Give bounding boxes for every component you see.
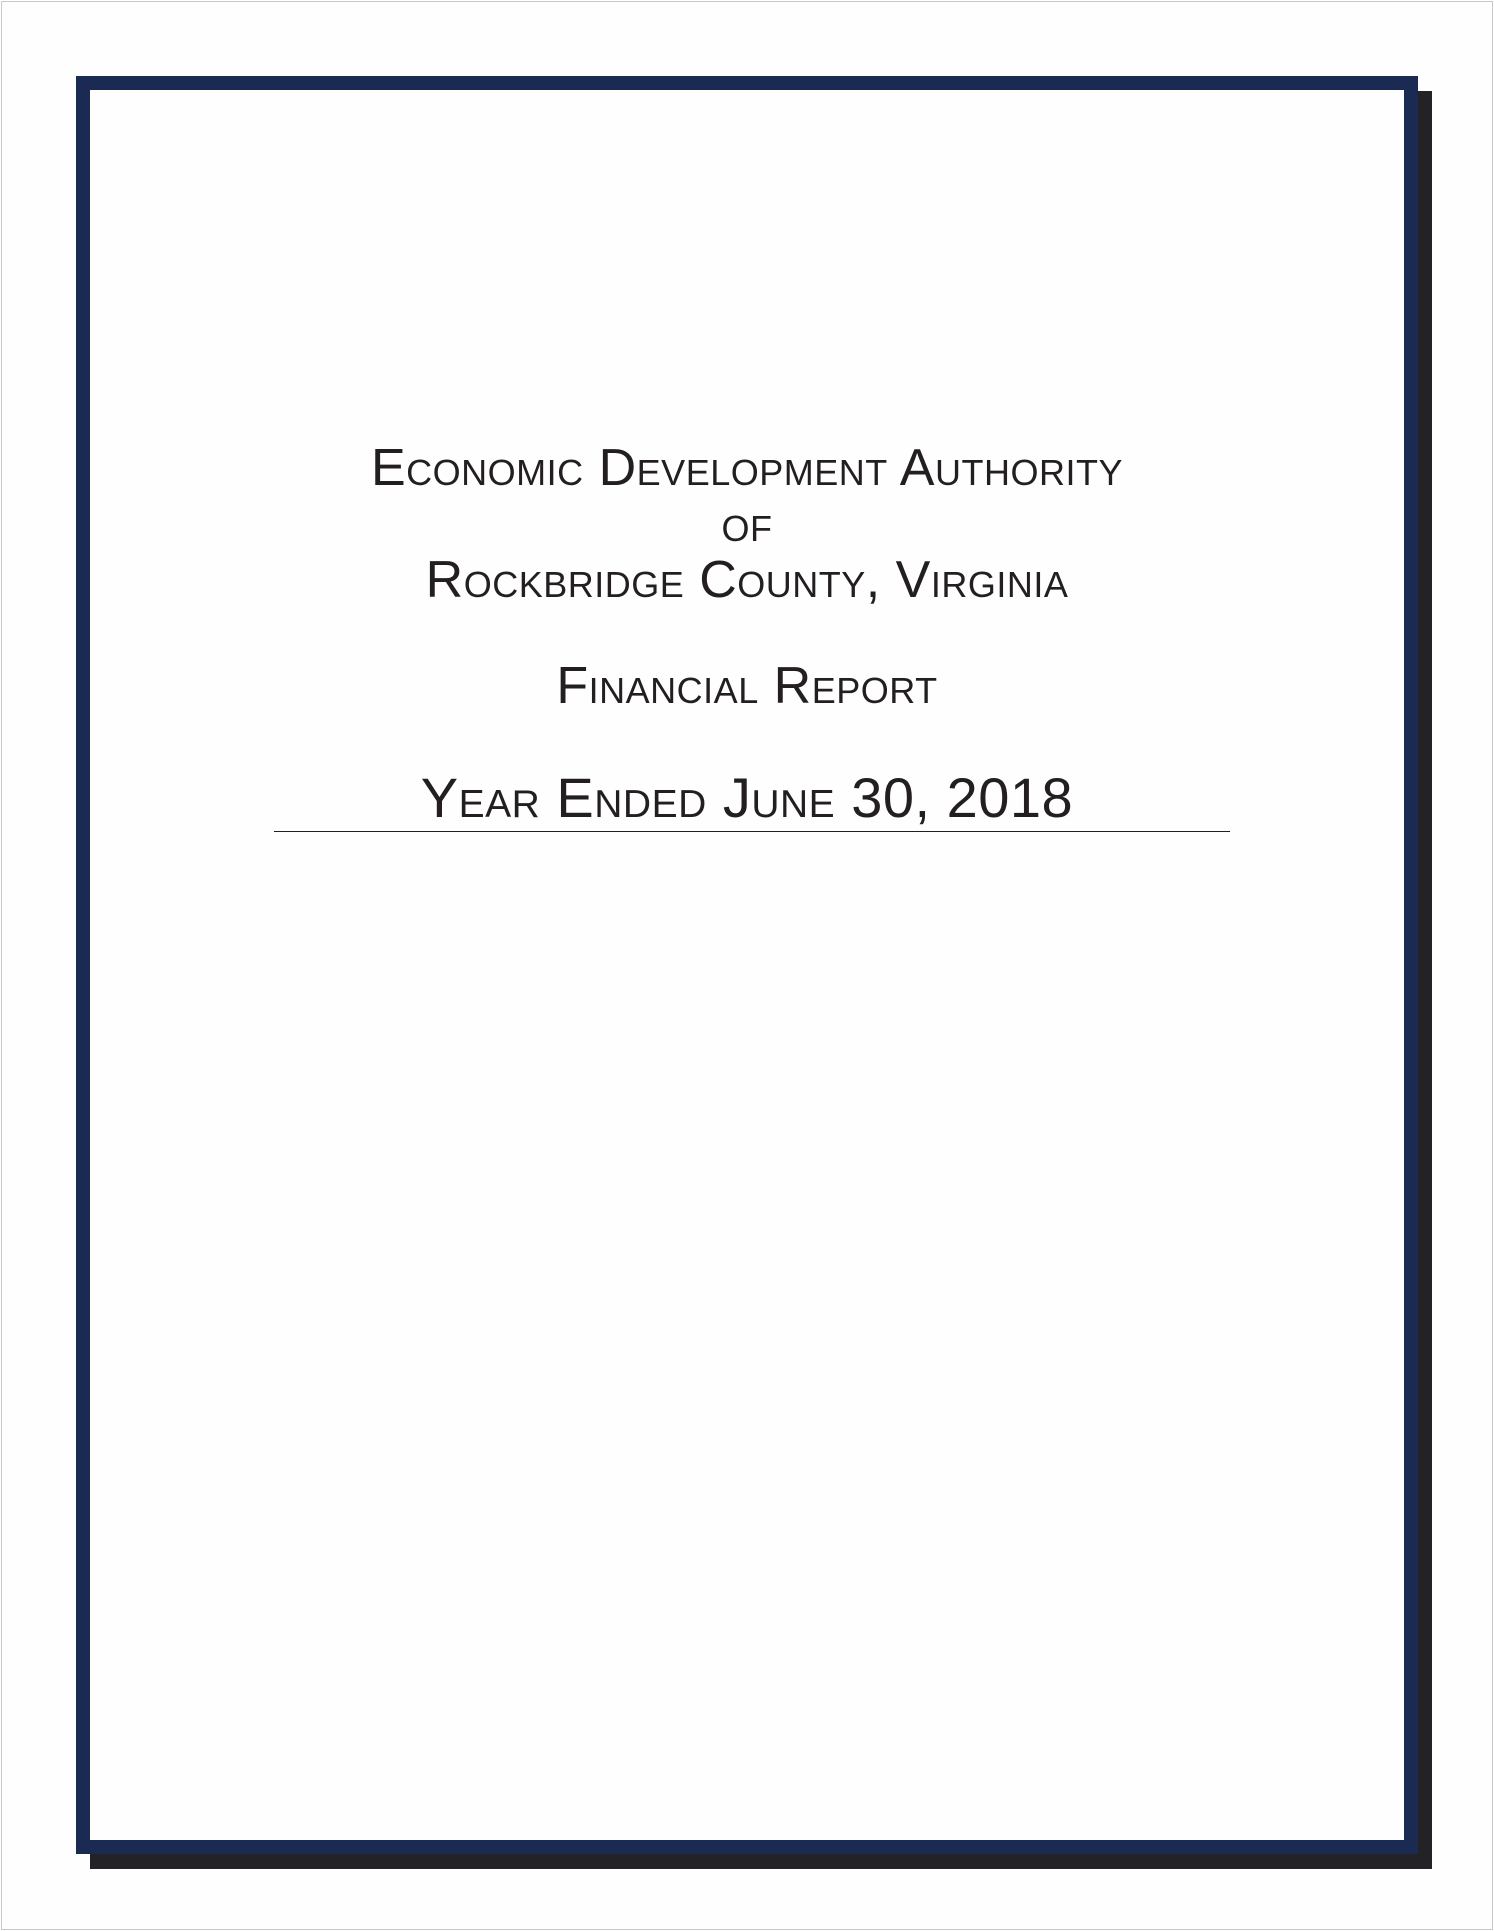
cover-frame [76,76,1418,1854]
report-period: Year Ended June 30, 2018 [420,766,1074,829]
organization-name-line-3: Rockbridge County, Virginia [425,551,1069,609]
organization-name-line-1: Economic Development Authority [371,439,1123,497]
organization-name-line-2: of [721,495,773,553]
title-divider [274,831,1230,832]
report-title: Financial Report [556,657,938,715]
